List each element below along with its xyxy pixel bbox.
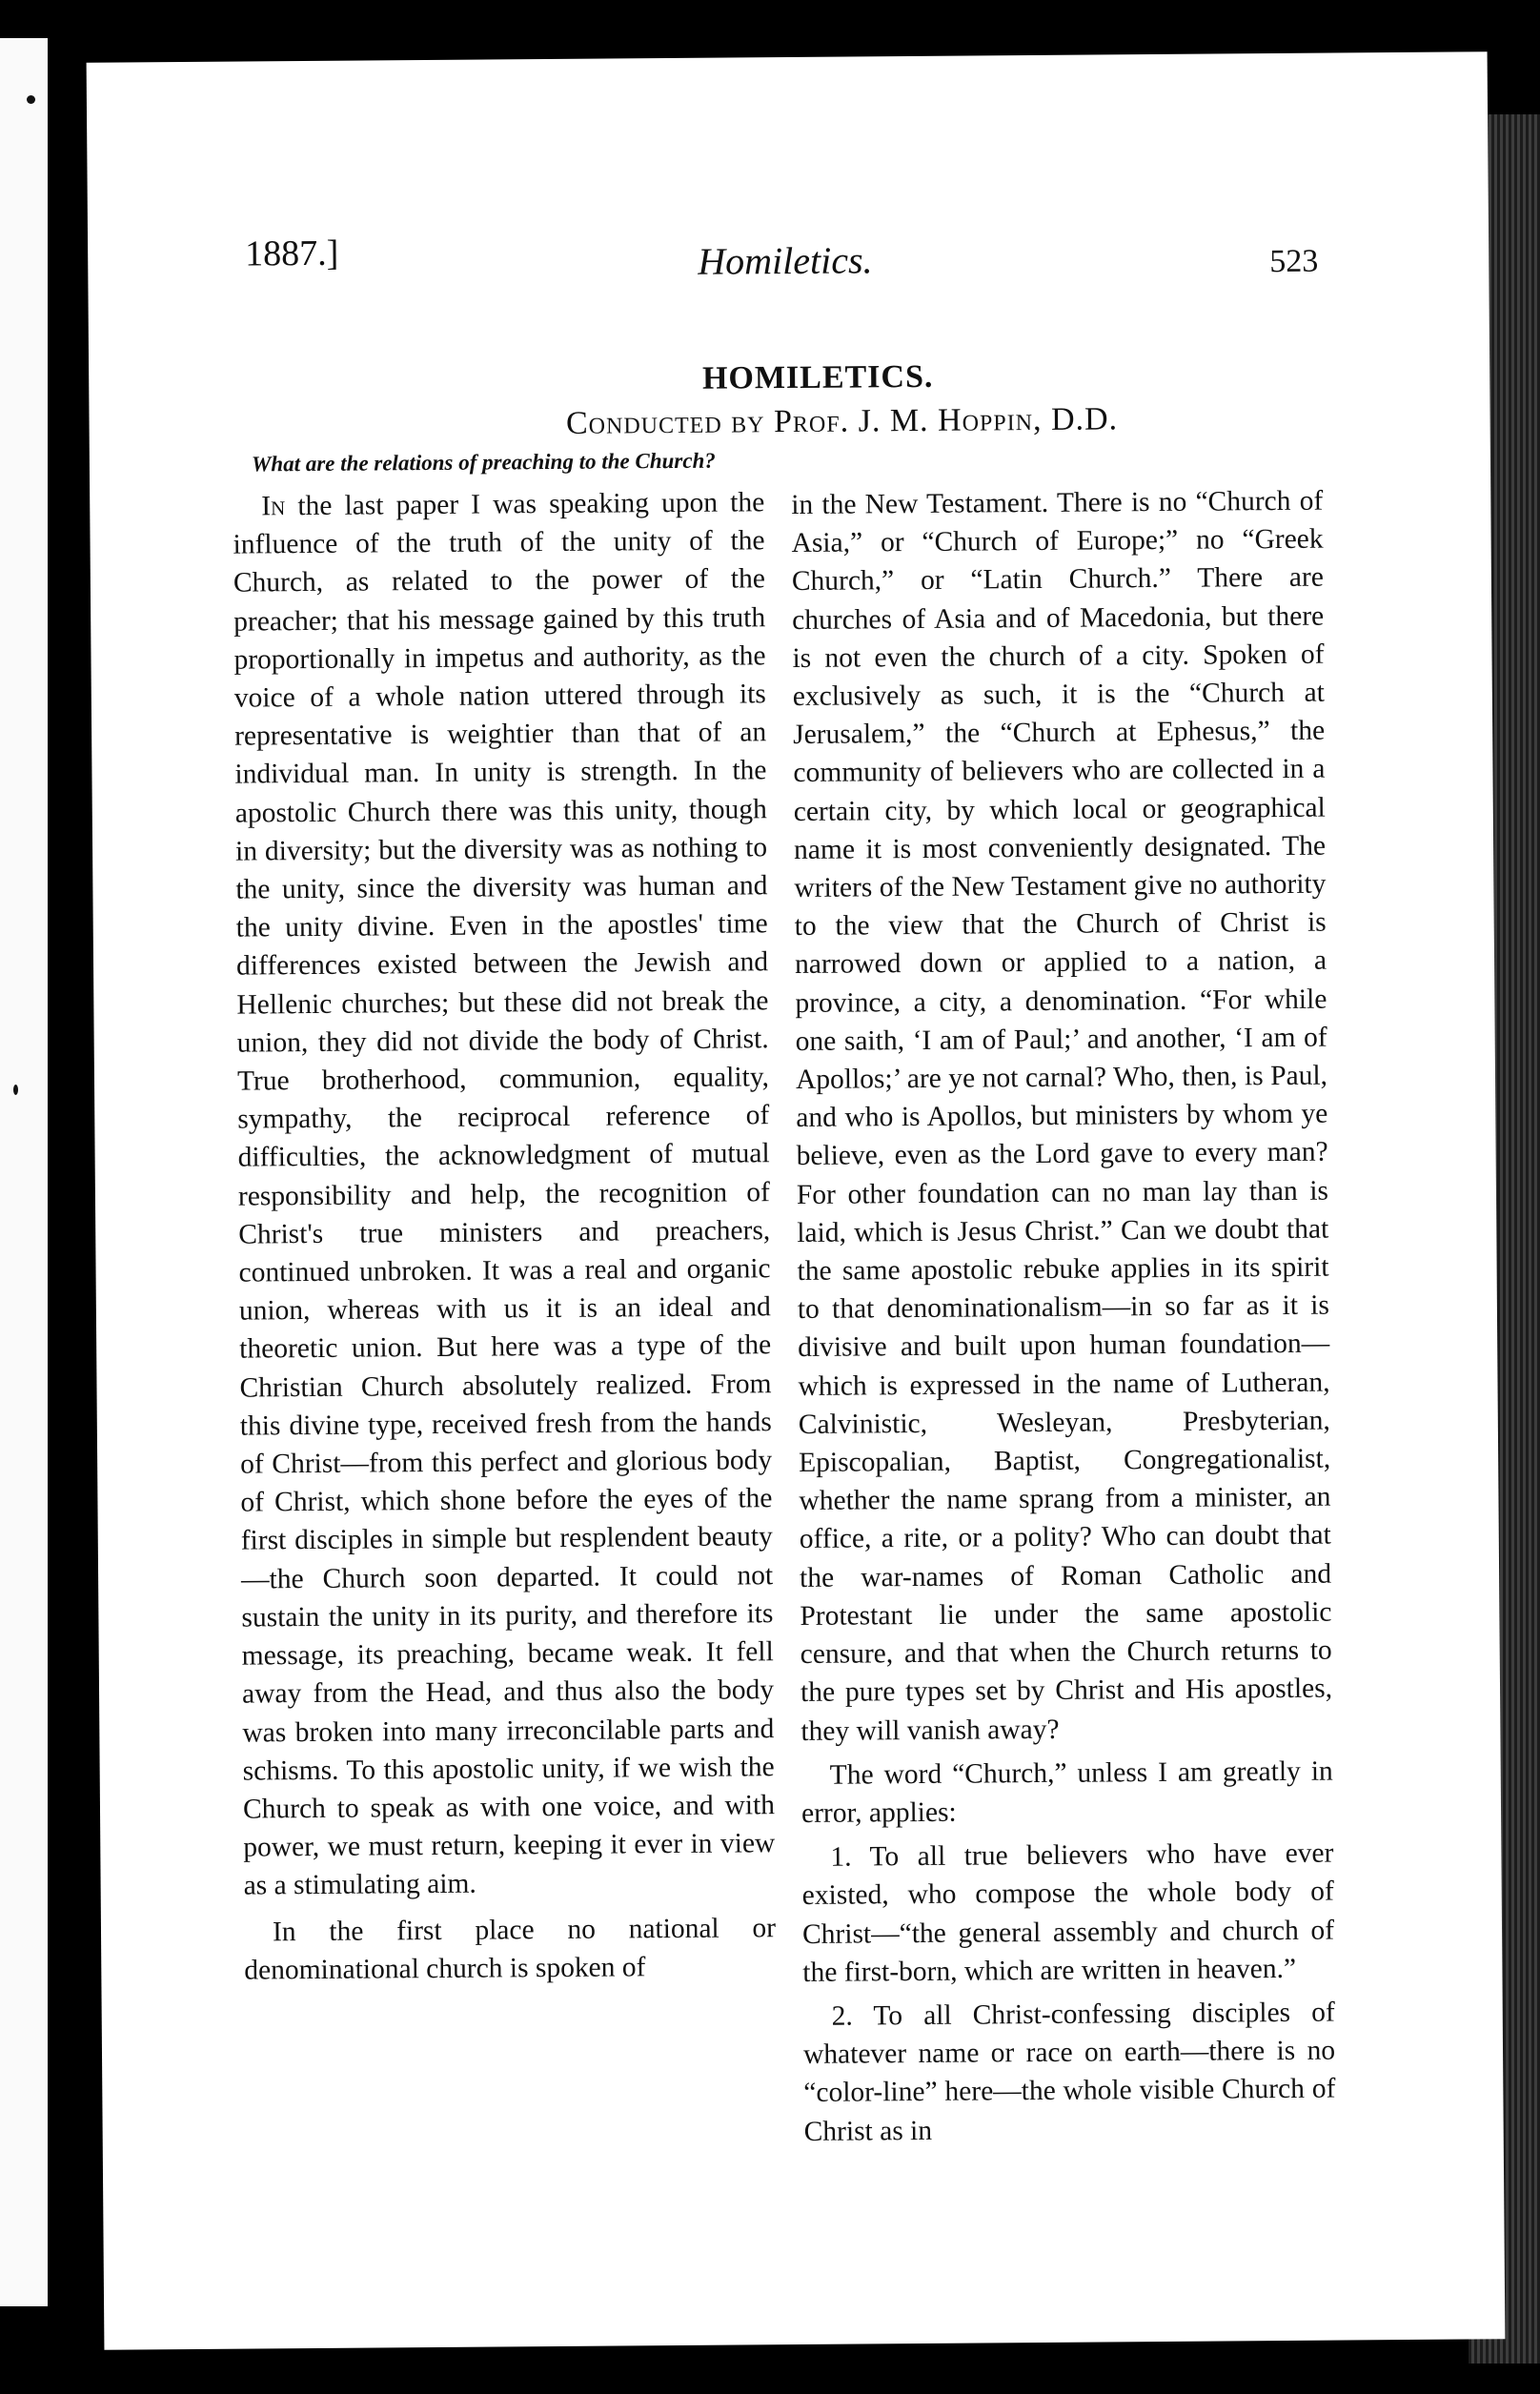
paragraph-text: the last paper I was speaking upon the influence of the truth of the unity of the Church, as related to the power of the preacher; that his message gained by this truth proportionally in impetus and authority, as the voice of a whole nation uttered through its representative is weightier than that of an individual man. In unity is strength. In the apostolic Church there was this unity, though in diversity; but the diversity was as nothing to the unity, since the diversity was human and the unity divine. Even in the apostles' time differences existed between the Jewish and Hellenic churches; but these did not break the union, they did not divide the body of Christ. True brotherhood, communion, equality, sympathy, the reciprocal reference of difficulties, the acknowledgment of mutual responsibility and help, the recognition of Christ's true ministers and preachers, continued unbroken. It was a real and organic union, whereas with us it is an ideal and theoretic union. But here was a type of the Christian Church absolutely realized. From this divine type, received fresh from the hands of Christ—from this perfect and glorious body of Christ, which shone before the eyes of the first disciples in simple but resplendent beauty—the Church soon departed. It could not sustain the unity in its purity, and therefore its message, its preaching, became weak. It fell away from the Head, and thus also the body was broken into many irreconcilable parts and schisms. To this apostolic unity, if we wish the Church to speak as with one voice, and with power, we must return, keeping it ever in view as a stimulating aim. xyxy=(233,487,776,1901)
book-page xyxy=(87,51,1506,2349)
section-heading: HOMILETICS. xyxy=(701,358,934,396)
lead-word: In xyxy=(261,491,286,522)
right-column xyxy=(791,482,1336,2151)
list-item: 2. To all Christ-confessing disciples of whatever name or race on earth—there is no “color-line” here—the whole visible Church of Christ as in xyxy=(802,1997,1336,2147)
left-column xyxy=(233,446,777,1989)
page-number: 523 xyxy=(1269,243,1319,280)
paragraph xyxy=(233,483,776,1905)
margin-mark xyxy=(13,1085,18,1095)
margin-mark xyxy=(27,95,35,104)
question-heading: What are the relations of preaching to the Church? xyxy=(251,448,716,477)
paragraph: In the first place no national or denominational church is spoken of xyxy=(244,1912,777,1986)
paragraph: The word “Church,” unless I am greatly in error, applies: xyxy=(800,1755,1333,1829)
facing-page-edge xyxy=(0,38,48,2306)
running-head-year: 1887.] xyxy=(245,233,339,274)
running-head xyxy=(88,223,1489,292)
running-head-title: Homiletics. xyxy=(698,238,873,283)
list-item: 1. To all true believers who have ever existed, who compose the whole body of Christ—“the general assembly and church of the first-born, which are written in heaven.” xyxy=(801,1837,1335,1988)
section-byline: Conducted by Prof. J. M. Hoppin, D.D. xyxy=(565,401,1119,441)
paragraph: in the New Testament. There is no “Church of Asia,” or “Church of Europe;” no “Greek Church,” or “Latin Church.” There are churches of Asia and of Macedonia, but there is not even the church of a city. Spoken of exclusively as such, it is the “Church at Jerusalem,” the “Church at Ephesus,” the community of believers who are collected in a certain city, by which local or geographical name it is most conveniently designated. The writers of the New Testament give no authority to the view that the Church of Christ is narrowed down or applied to a nation, a province, a city, a denomination. “For while one saith, ‘I am of Paul;’ and another, ‘I am of Apollos;’ are ye not carnal? Who, then, is Paul, and who is Apollos, but ministers by whom ye believe, even as the Lord gave to every man? For other foundation can no man lay than is laid, which is Jesus Christ.” Can we doubt that the same apostolic rebuke applies in its spirit to that denominationalism—in so far as it is divisive and built upon human foundation—which is expressed in the name of Lutheran, Calvinistic, Wesleyan, Presbyterian, Episcopalian, Baptist, Congregationalist, whether the name sprang from a minister, an office, a rite, or a polity? Who can doubt that the war-names of Roman Catholic and Protestant lie under the same apostolic censure, and that when the Church returns to the pure types set by Christ and His apostles, they will vanish away? xyxy=(791,485,1333,1747)
